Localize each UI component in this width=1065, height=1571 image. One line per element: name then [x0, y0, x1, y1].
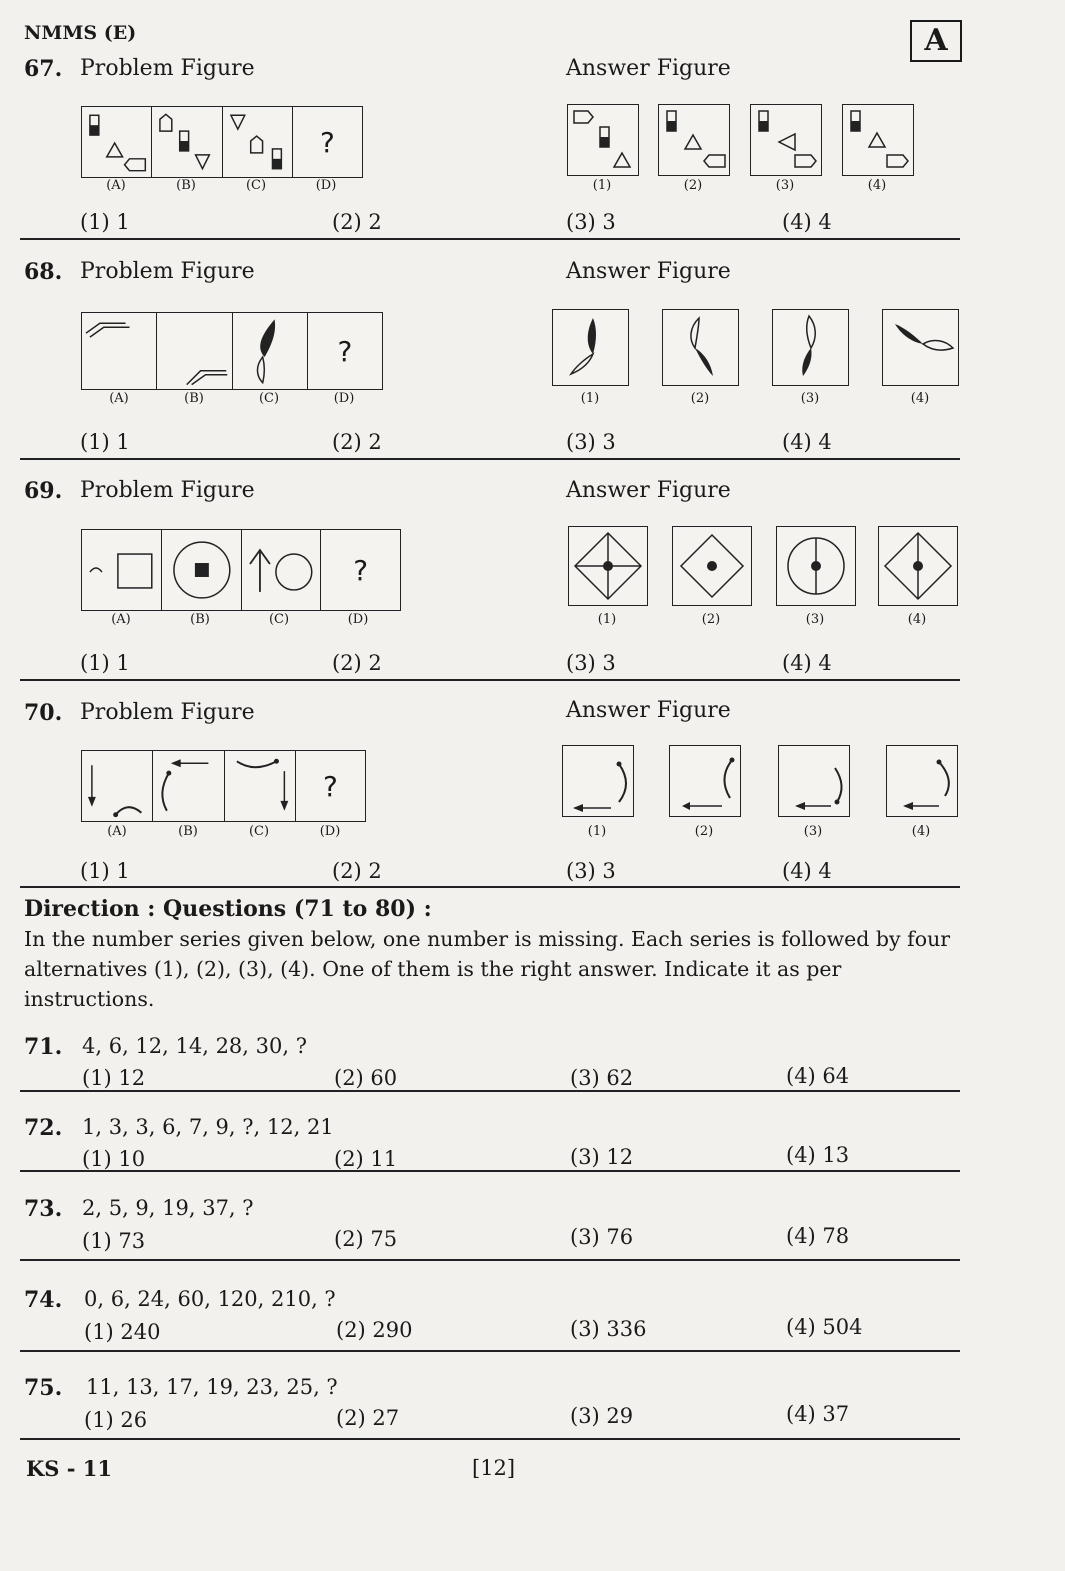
q69-answer-3[interactable] — [776, 526, 856, 606]
q69-option-1[interactable]: (1) 1 — [80, 651, 130, 675]
q68-answer-3[interactable] — [772, 309, 849, 386]
q75-option-4[interactable]: (4) 37 — [786, 1402, 850, 1426]
q67-option-1[interactable]: (1) 1 — [80, 210, 130, 234]
divider — [20, 679, 960, 681]
q68-fig-a — [82, 313, 157, 389]
q70-label-a: (A) — [107, 824, 127, 839]
q67-fig-d — [293, 107, 362, 177]
q73-number: 73. — [24, 1196, 63, 1222]
q71-series: 4, 6, 12, 14, 28, 30, ? — [82, 1034, 307, 1058]
q67-label-b: (B) — [176, 178, 196, 193]
q72-option-2[interactable]: (2) 11 — [334, 1147, 398, 1171]
direction-title: Direction : Questions (71 to 80) : — [24, 896, 432, 922]
q68-problem-title: Problem Figure — [80, 259, 255, 284]
q72-series: 1, 3, 3, 6, 7, 9, ?, 12, 21 — [82, 1115, 334, 1139]
q69-problem-strip — [81, 529, 401, 611]
q70-answer-1[interactable] — [562, 745, 634, 817]
q69-ans-label-2: (2) — [701, 612, 721, 627]
q67-label-d: (D) — [315, 178, 337, 193]
q67-ans-label-3: (3) — [775, 178, 795, 193]
q70-ans-label-1: (1) — [587, 824, 607, 839]
q68-fig-c — [233, 313, 308, 389]
q69-question-mark: ? — [353, 553, 369, 587]
q70-ans-label-2: (2) — [694, 824, 714, 839]
q67-option-4[interactable]: (4) 4 — [782, 210, 832, 234]
q68-label-c: (C) — [258, 391, 280, 406]
q73-series: 2, 5, 9, 19, 37, ? — [82, 1196, 254, 1220]
q68-option-3[interactable]: (3) 3 — [566, 430, 616, 454]
q74-option-2[interactable]: (2) 290 — [336, 1318, 413, 1342]
q69-label-b: (B) — [190, 612, 210, 627]
q70-option-3[interactable]: (3) 3 — [566, 859, 616, 883]
q74-number: 74. — [24, 1287, 63, 1313]
q68-label-a: (A) — [109, 391, 129, 406]
q68-option-4[interactable]: (4) 4 — [782, 430, 832, 454]
q69-ans-label-1: (1) — [597, 612, 617, 627]
q68-fig-d — [308, 313, 382, 389]
q70-problem-title: Problem Figure — [80, 700, 255, 725]
q68-number: 68. — [24, 259, 63, 285]
q69-label-c: (C) — [268, 612, 290, 627]
direction-text: In the number series given below, one number is missing. Each series is followed by four alternatives (1), (2), (3), (4). One of them is the right answer. Indicate it as per instructions. — [24, 927, 951, 1011]
q67-ans-label-2: (2) — [683, 178, 703, 193]
q67-question-mark: ? — [319, 125, 335, 159]
q69-fig-c — [242, 530, 322, 610]
q67-answer-title: Answer Figure — [566, 56, 731, 81]
q68-answer-2[interactable] — [662, 309, 739, 386]
q67-fig-c — [223, 107, 293, 177]
q69-answer-1[interactable] — [568, 526, 648, 606]
q68-option-2[interactable]: (2) 2 — [332, 430, 382, 454]
q68-ans-label-2: (2) — [690, 391, 710, 406]
q68-answer-4[interactable] — [882, 309, 959, 386]
q69-ans-label-4: (4) — [907, 612, 927, 627]
q69-answer-title: Answer Figure — [566, 478, 731, 503]
q67-fig-a — [82, 107, 152, 177]
q69-problem-title: Problem Figure — [80, 478, 255, 503]
q70-ans-label-3: (3) — [803, 824, 823, 839]
set-badge: A — [910, 20, 962, 62]
q68-question-mark: ? — [337, 334, 353, 368]
q70-answer-3[interactable] — [778, 745, 850, 817]
q69-option-4[interactable]: (4) 4 — [782, 651, 832, 675]
q75-option-2[interactable]: (2) 27 — [336, 1406, 400, 1430]
q67-answer-4[interactable] — [842, 104, 914, 176]
divider — [20, 1438, 960, 1440]
q72-number: 72. — [24, 1115, 63, 1141]
footer-code: KS - 11 — [26, 1456, 112, 1481]
q68-answer-title: Answer Figure — [566, 259, 731, 284]
q70-option-1[interactable]: (1) 1 — [80, 859, 130, 883]
q70-answer-title: Answer Figure — [566, 698, 731, 723]
q74-series: 0, 6, 24, 60, 120, 210, ? — [84, 1287, 336, 1311]
q67-answer-2[interactable] — [658, 104, 730, 176]
q67-label-c: (C) — [245, 178, 267, 193]
q72-option-1[interactable]: (1) 10 — [82, 1147, 146, 1171]
q70-label-c: (C) — [248, 824, 270, 839]
q67-ans-label-1: (1) — [592, 178, 612, 193]
q70-answer-2[interactable] — [669, 745, 741, 817]
divider — [20, 238, 960, 240]
q69-ans-label-3: (3) — [805, 612, 825, 627]
q70-ans-label-4: (4) — [911, 824, 931, 839]
q67-number: 67. — [24, 56, 63, 82]
q68-label-b: (B) — [184, 391, 204, 406]
divider — [20, 1259, 960, 1261]
q67-answer-3[interactable] — [750, 104, 822, 176]
q70-number: 70. — [24, 700, 63, 726]
q70-option-2[interactable]: (2) 2 — [332, 859, 382, 883]
divider — [20, 1090, 960, 1092]
q67-label-a: (A) — [106, 178, 126, 193]
q69-label-d: (D) — [347, 612, 369, 627]
q70-fig-b — [153, 751, 224, 821]
exam-header: NMMS (E) — [24, 22, 137, 44]
q68-option-1[interactable]: (1) 1 — [80, 430, 130, 454]
q70-fig-c — [225, 751, 296, 821]
q68-fig-b — [157, 313, 232, 389]
q75-number: 75. — [24, 1375, 63, 1401]
q67-answer-1[interactable] — [567, 104, 639, 176]
q73-option-2[interactable]: (2) 75 — [334, 1227, 398, 1251]
q69-fig-a — [82, 530, 162, 610]
q71-option-4[interactable]: (4) 64 — [786, 1064, 850, 1088]
q67-fig-b — [152, 107, 222, 177]
q70-problem-strip — [81, 750, 366, 822]
q68-problem-strip — [81, 312, 383, 390]
q69-option-3[interactable]: (3) 3 — [566, 651, 616, 675]
q68-label-d: (D) — [333, 391, 355, 406]
q71-number: 71. — [24, 1034, 63, 1060]
q69-answer-2[interactable] — [672, 526, 752, 606]
divider — [20, 886, 960, 888]
q70-answer-4[interactable] — [886, 745, 958, 817]
q67-option-2[interactable]: (2) 2 — [332, 210, 382, 234]
q75-option-3[interactable]: (3) 29 — [570, 1404, 634, 1428]
q67-ans-label-4: (4) — [867, 178, 887, 193]
q72-option-4[interactable]: (4) 13 — [786, 1143, 850, 1167]
q72-option-3[interactable]: (3) 12 — [570, 1145, 634, 1169]
q67-option-3[interactable]: (3) 3 — [566, 210, 616, 234]
q73-option-1[interactable]: (1) 73 — [82, 1229, 146, 1253]
q70-label-b: (B) — [178, 824, 198, 839]
divider — [20, 458, 960, 460]
q68-answer-1[interactable] — [552, 309, 629, 386]
q73-option-4[interactable]: (4) 78 — [786, 1224, 850, 1248]
q70-label-d: (D) — [319, 824, 341, 839]
q67-problem-strip — [81, 106, 363, 178]
q69-number: 69. — [24, 478, 63, 504]
q68-ans-label-4: (4) — [910, 391, 930, 406]
q69-answer-4[interactable] — [878, 526, 958, 606]
q68-ans-label-3: (3) — [800, 391, 820, 406]
q75-series: 11, 13, 17, 19, 23, 25, ? — [86, 1375, 338, 1399]
divider — [20, 1170, 960, 1172]
q70-question-mark: ? — [322, 769, 338, 803]
q73-option-3[interactable]: (3) 76 — [570, 1225, 634, 1249]
q75-option-1[interactable]: (1) 26 — [84, 1408, 148, 1432]
q71-option-3[interactable]: (3) 62 — [570, 1066, 634, 1090]
q71-option-1[interactable]: (1) 12 — [82, 1066, 146, 1090]
page-number: [12] — [472, 1456, 516, 1480]
q68-ans-label-1: (1) — [580, 391, 600, 406]
divider — [20, 1350, 960, 1352]
q69-fig-b — [162, 530, 242, 610]
q74-option-4[interactable]: (4) 504 — [786, 1315, 863, 1339]
q69-fig-d — [321, 530, 400, 610]
q69-label-a: (A) — [111, 612, 131, 627]
q70-option-4[interactable]: (4) 4 — [782, 859, 832, 883]
q70-fig-a — [82, 751, 153, 821]
q71-option-2[interactable]: (2) 60 — [334, 1066, 398, 1090]
q67-problem-title: Problem Figure — [80, 56, 255, 81]
q74-option-1[interactable]: (1) 240 — [84, 1320, 161, 1344]
q74-option-3[interactable]: (3) 336 — [570, 1317, 647, 1341]
q69-option-2[interactable]: (2) 2 — [332, 651, 382, 675]
q70-fig-d — [296, 751, 365, 821]
